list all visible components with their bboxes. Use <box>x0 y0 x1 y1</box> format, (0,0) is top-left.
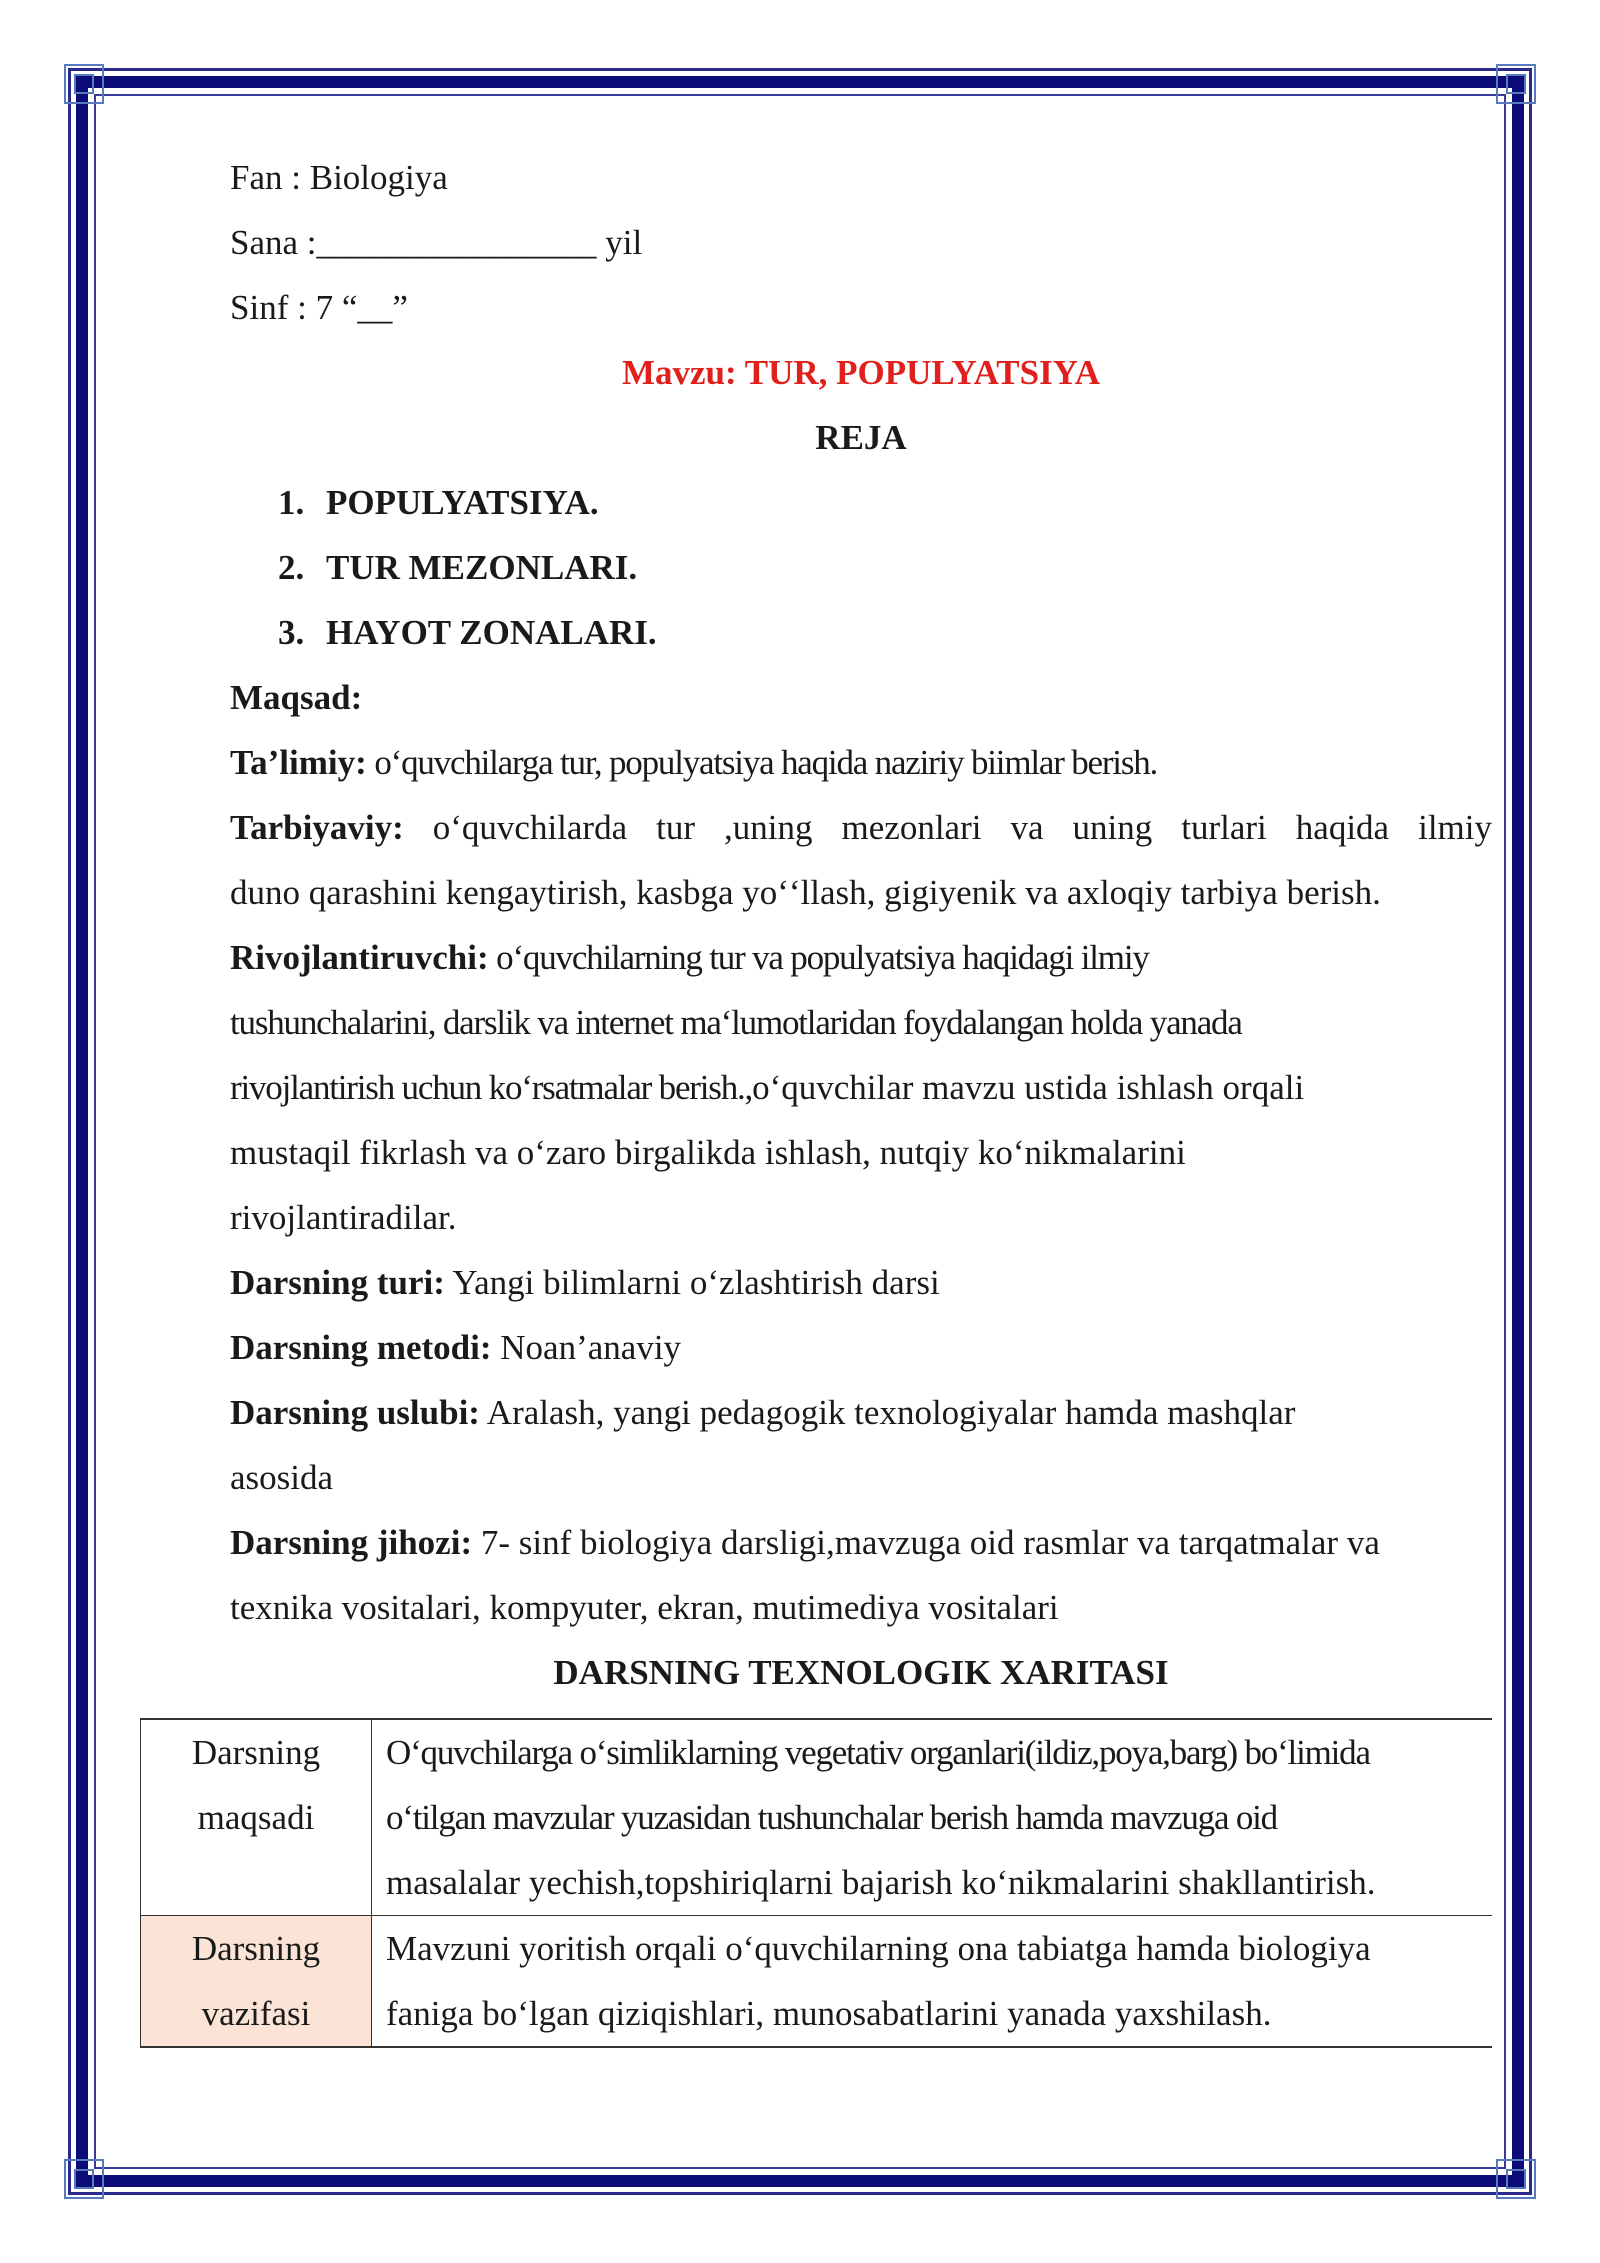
plan-list <box>230 470 1492 665</box>
developmental-goal-line-3: rivojlantirish uchun koʻrsatmalar berish.,oʻquvchilar mavzu ustida ishlash orqali <box>230 1068 1305 1107</box>
table-row-text: Mavzuni yoritish orqali oʻquvchilarning ona tabiatga hamda biologiya faniga boʻlgan qiziqishlari, munosabatlarini yanada yaxshilash. <box>372 1916 1493 2048</box>
developmental-goal-line-2: tushunchalarini, darslik va internet maʻlumotlaridan foydalangan holda yanada <box>230 1003 1242 1042</box>
educational-goal: Ta’limiy: oʻquvchilarga tur, populyatsiya haqida naziriy biimlar berish. <box>230 743 1158 782</box>
table-row <box>141 1916 1493 2048</box>
lesson-style-line-1: Darsning uslubi: Aralash, yangi pedagogik texnologiyalar hamda mashqlar <box>230 1393 1296 1432</box>
corner-ornament-icon <box>64 64 104 104</box>
developmental-goal-line-1: Rivojlantiruvchi: oʻquvchilarning tur va populyatsiya haqidagi ilmiy <box>230 938 1149 977</box>
goal-heading: Maqsad: <box>230 678 363 717</box>
class-line: Sinf : 7 “__” <box>230 288 408 327</box>
table-row <box>141 1719 1493 1916</box>
lesson-equipment-line-1: Darsning jihozi: 7- sinf biologiya darsligi,mavzuga oid rasmlar va tarqatmalar va <box>230 1523 1380 1562</box>
upbringing-goal-line-1: Tarbiyaviy: oʻquvchilarda tur ,uning mezonlari va uning turlari haqida ilmiy <box>230 808 1492 847</box>
date-line: Sana :________________ yil <box>230 223 643 262</box>
lesson-method: Darsning metodi: Noan’anaviy <box>230 1328 682 1367</box>
topic-title: Mavzu: TUR, POPULYATSIYA <box>621 353 1101 392</box>
document-body <box>230 145 1492 1705</box>
plan-title: REJA <box>815 418 907 457</box>
lesson-style-line-2: asosida <box>230 1458 334 1497</box>
plan-item: 3. HAYOT ZONALARI. <box>278 613 657 652</box>
upbringing-goal-line-2: duno qarashini kengaytirish, kasbga yoʻʻllash, gigiyenik va axloqiy tarbiya berish. <box>230 873 1381 912</box>
plan-item: 1. POPULYATSIYA. <box>278 483 599 522</box>
lesson-type: Darsning turi: Yangi bilimlarni oʻzlashtirish darsi <box>230 1263 940 1302</box>
developmental-goal-line-4: mustaqil fikrlash va oʻzaro birgalikda ishlash, nutqiy koʻnikmalarini <box>230 1133 1186 1172</box>
tech-map-title: DARSNING TEXNOLOGIK XARITASI <box>553 1653 1169 1692</box>
corner-ornament-icon <box>1496 64 1536 104</box>
lesson-equipment-line-2: texnika vositalari, kompyuter, ekran, mutimediya vositalari <box>230 1588 1059 1627</box>
table-row-label: Darsning vazifasi <box>141 1916 372 2048</box>
plan-item: 2. TUR MEZONLARI. <box>278 548 638 587</box>
corner-ornament-icon <box>1496 2159 1536 2199</box>
developmental-goal-line-5: rivojlantiradilar. <box>230 1198 457 1237</box>
corner-ornament-icon <box>64 2159 104 2199</box>
table-row-text: Oʻquvchilarga oʻsimliklarning vegetativ organlari(ildiz,poya,barg) boʻlimida oʻtilgan mavzular yuzasidan tushunchalar berish hamda mavzuga oid masalalar yechish,topshiriqlarni bajarish koʻnikmalarini shakllantirish. <box>372 1719 1493 1916</box>
table-row-label: Darsning maqsadi <box>141 1719 372 1916</box>
tech-map-table <box>140 1718 1492 2048</box>
subject-line: Fan : Biologiya <box>230 158 448 197</box>
